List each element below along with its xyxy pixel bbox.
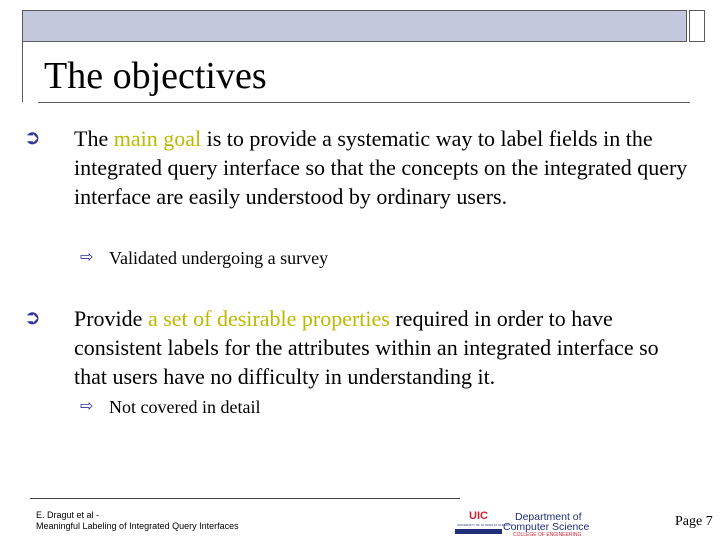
- sub-bullet-arrow-icon: ⇨: [80, 398, 94, 415]
- footer-citation: [36, 510, 239, 532]
- logo-uic-text: UIC: [469, 510, 488, 522]
- left-rule: [22, 42, 23, 102]
- highlight-desirable-properties: a set of desirable properties: [147, 306, 390, 331]
- bullet-text-2: Provide a set of desirable properties required in order to have consistent labels for the attributes within an integrated interface so that users have no difficulty in understanding it.: [74, 306, 659, 389]
- logo-dept-line2: Computer Science: [503, 521, 590, 533]
- uic-cs-logo: [455, 508, 606, 536]
- sub-bullet-arrow-icon: ⇨: [80, 249, 94, 266]
- header-bar: [22, 10, 687, 42]
- logo-college-text: COLLEGE OF ENGINEERING: [513, 532, 582, 536]
- page-number: Page 7: [675, 514, 713, 529]
- title-underline: [38, 102, 690, 103]
- footer-subtitle: Meaningful Labeling of Integrated Query Interfaces: [36, 521, 239, 531]
- logo-dept-line1: Department of: [515, 511, 582, 523]
- logo-univ-text: UNIVERSITY OF ILLINOIS AT CHICAGO: [457, 523, 513, 527]
- sub-bullet-text-1: Validated undergoing a survey: [109, 248, 329, 268]
- footer-rule: [30, 498, 460, 499]
- footer-author: E. Dragut et al -: [36, 510, 100, 520]
- bullet-arrow-icon: ➲: [24, 307, 41, 329]
- sub-bullet-text-2: Not covered in detail: [109, 397, 261, 417]
- bullet-arrow-icon: ➲: [24, 127, 41, 149]
- header-corner-box: [689, 10, 705, 42]
- slide-title: The objectives: [44, 55, 267, 97]
- bullet-text-1: The main goal is to provide a systematic way to label fields in the integrated query interface so that the concepts on the integrated query interface are easily understood by ordinary users.: [74, 126, 688, 209]
- highlight-main-goal: main goal: [113, 126, 202, 151]
